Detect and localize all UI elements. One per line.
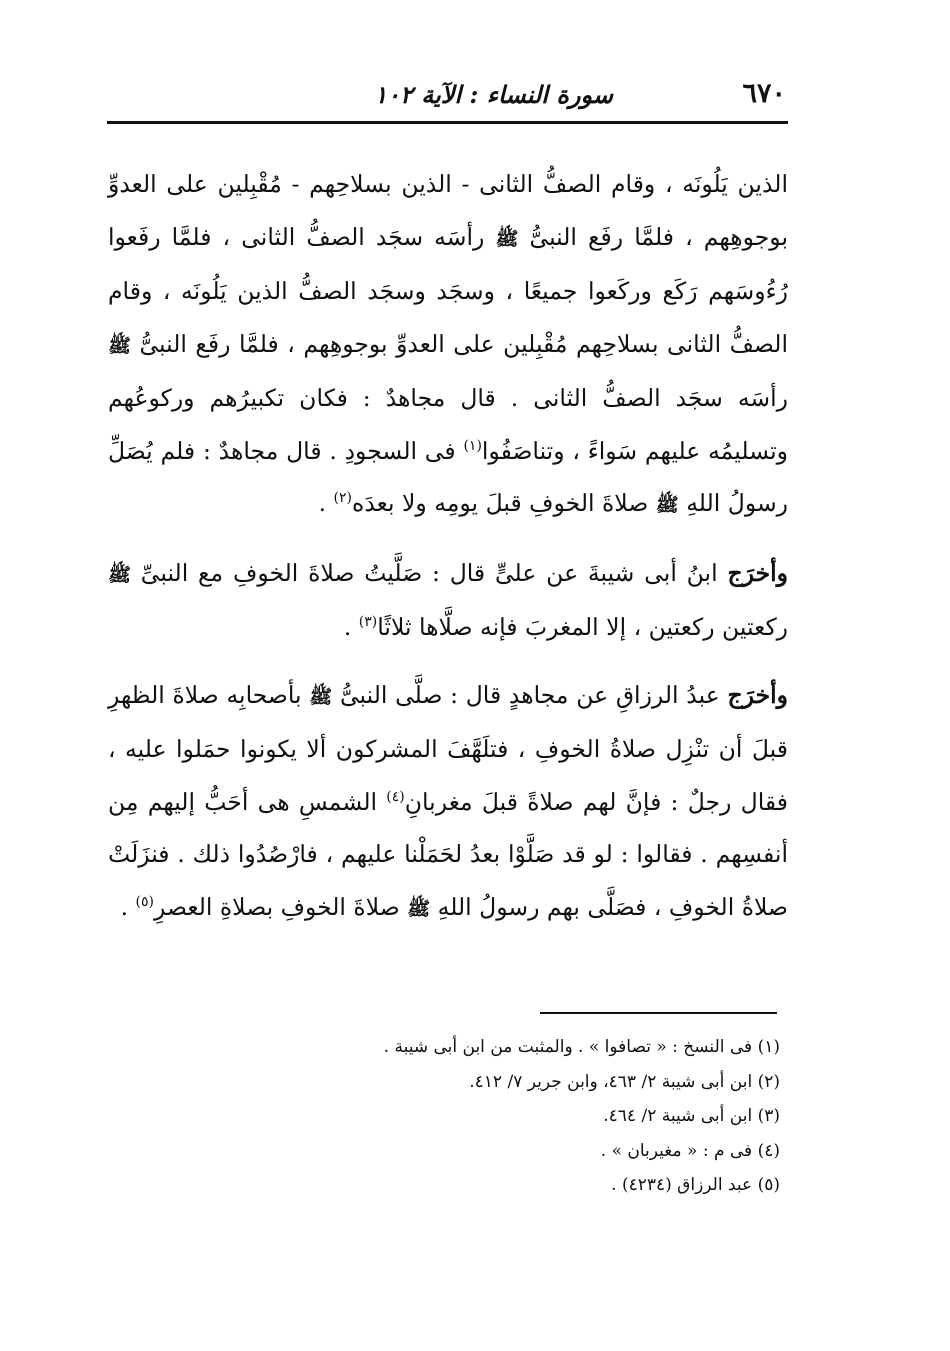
- footnote-ref-5[interactable]: (٥): [135, 893, 155, 910]
- page-header: [108, 74, 788, 118]
- text-run: رأسَه سجَد الصفُّ الثانى ، فلمَّا رفَعوا رُءُوسَهم رَكَع وركَعوا جميعًا ، وسجَد وسجَد الصفُّ الذين يَلُونَه ، وقام الصفُّ الثانى بسلاحِهم مُقْبِلين على العدوِّ بوجوهِهم ، فلمَّا رفَع النبىُّ: [108, 222, 788, 358]
- footnote-1: (١) فى النسخ : « تصافوا » . والمثبت من ابن أبى شيبة .: [383, 1037, 780, 1057]
- paragraph-lead: وأخرَج: [727, 680, 788, 709]
- footnote-3: (٣) ابن أبى شيبة ٢/ ٤٦٤.: [603, 1106, 780, 1126]
- footnote-ref-4[interactable]: (٤): [386, 788, 405, 805]
- text-run: فى السجودِ . قال مجاهدٌ : فلم يُصَلِّ رسولُ اللهِ: [108, 436, 788, 517]
- paragraph-lead: وأخرَج: [727, 558, 788, 587]
- text-run: .: [120, 892, 129, 921]
- text-run: .: [318, 489, 327, 517]
- text-run: ابنُ أبى شيبةَ عن علىٍّ قال : صَلَّيتُ صلاةَ الخوفِ مع النبىِّ: [140, 558, 718, 587]
- paragraph-2: [108, 547, 788, 654]
- honorific-glyph: ﷺ: [309, 685, 333, 708]
- text-run: رأسَه سجَد الصفُّ الثانى . قال مجاهدٌ : فكان تكبيرُهم وركوعُهم وتسليمُه عليهم سَواءً ، وتناصَفُوا: [108, 384, 788, 465]
- paragraph-1: [108, 158, 788, 532]
- paragraph-3: [108, 669, 788, 936]
- footnote-5: (٥) عبد الرزاق (٤٢٣٤) .: [611, 1175, 780, 1195]
- body-text: [108, 158, 788, 935]
- honorific-glyph: ﷺ: [495, 227, 519, 250]
- text-run: .: [343, 613, 352, 641]
- footnote-2: (٢) ابن أبى شيبة ٢/ ٤٦٣، وابن جرير ٧/ ٤١٢.: [469, 1071, 780, 1092]
- footnote-separator: [540, 1012, 777, 1014]
- text-run: بأصحابِه صلاةَ الظهرِ قبلَ أن تنْزِل صلاةُ الخوفِ ، فتلَهَّفَ المشركون ألا يكونوا حمَلوا عليه ، فقال رجلٌ : فإنَّ لهم صلاةً قبلَ مغربانِ: [108, 680, 788, 816]
- footnote-ref-2[interactable]: (٢): [333, 490, 353, 507]
- footnote-ref-3[interactable]: (٣): [358, 614, 378, 631]
- text-run: صلاةَ الخوفِ بصلاةِ العصرِ: [154, 892, 400, 921]
- honorific-glyph: ﷺ: [407, 897, 431, 920]
- honorific-glyph: ﷺ: [108, 334, 131, 357]
- running-title: سورة النساء : الآية ١٠٢: [374, 80, 613, 109]
- header-rule: [107, 121, 788, 124]
- page-number: ٦٧٠: [742, 78, 786, 109]
- text-run: الذين يَلُونَه ، وقام الصفُّ الثانى - الذين بسلاحِهم - مُقْبِلين على العدوِّ بوجوهِهم ، فلمَّا رفَع النبىُّ: [108, 170, 788, 251]
- text-run: الشمسِ هى أحَبُّ إليهم مِن أنفسِهم . فقالوا : لو قد صَلَّوْا بعدُ لحَمَلْنا عليهم ، فارْصُدُوا ذلك . فنزَلَتْ صلاةُ الخوفِ ، فصَلَّى بهم رسولُ اللهِ: [108, 787, 788, 921]
- footnotes-list: [330, 1030, 780, 1203]
- text-run: عبدُ الرزاقِ عن مجاهدٍ قال : صلَّى النبىُّ: [339, 680, 720, 709]
- footnote-ref-1[interactable]: (١): [463, 437, 482, 454]
- footnote-4: (٤) فى م : « مغيربان » .: [600, 1140, 780, 1161]
- honorific-glyph: ﷺ: [108, 563, 131, 586]
- honorific-glyph: ﷺ: [655, 494, 679, 516]
- text-run: صلاةَ الخوفِ قبلَ يومِه ولا بعدَه: [352, 489, 649, 517]
- text-run: ركعتين ركعتين ، إلا المغربَ فإنه صلَّاها ثلاثًا: [377, 613, 788, 641]
